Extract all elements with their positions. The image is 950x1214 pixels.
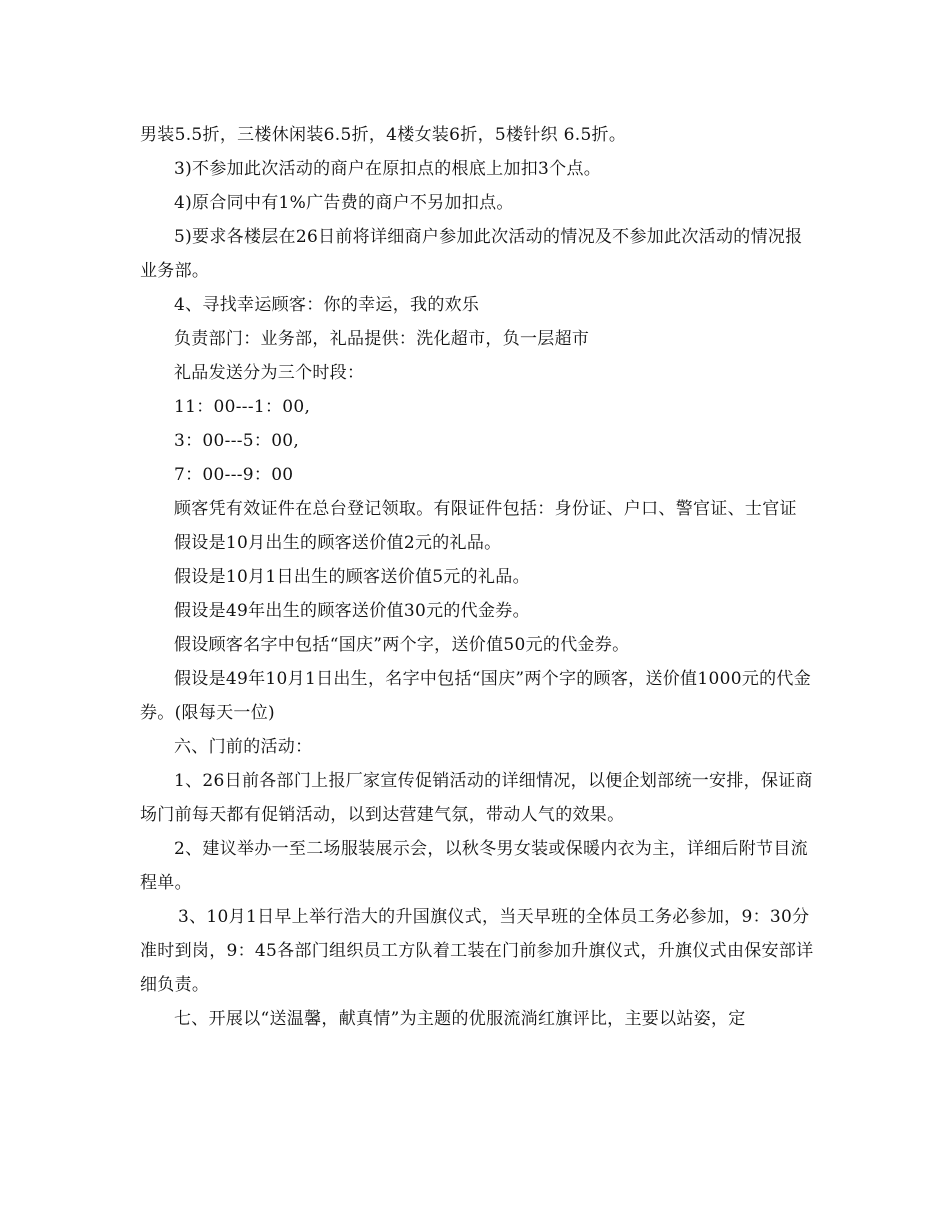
paragraph-4: 5)要求各楼层在26日前将详细商户参加此次活动的情况及不参加此次活动的情况报业务部。	[140, 227, 803, 281]
paragraph-8: 11：00---1：00,	[174, 397, 311, 417]
paragraph-14: 假设是49年出生的顾客送价值30元的代金券。	[174, 601, 530, 621]
paragraph-21: 七、开展以“送温馨，献真情”为主题的优服流淌红旗评比，主要以站姿，定	[174, 1009, 746, 1029]
paragraph-1: 男装5.5折，三楼休闲装6.5折，4楼女装6折，5楼针织 6.5折。	[140, 125, 627, 145]
paragraph-15: 假设顾客名字中包括“国庆”两个字，送价值50元的代金券。	[174, 635, 630, 655]
paragraph-12: 假设是10月出生的顾客送价值2元的礼品。	[174, 533, 502, 553]
paragraph-6: 负责部门：业务部，礼品提供：洗化超市，负一层超市	[174, 329, 590, 349]
paragraph-7: 礼品发送分为三个时段：	[174, 363, 365, 383]
paragraph-19: 2、建议举办一至二场服装展示会，以秋冬男女装或保暖内衣为主，详细后附节目流程单。	[140, 839, 808, 893]
paragraph-2: 3)不参加此次活动的商户在原扣点的根底上加扣3个点。	[174, 159, 602, 179]
paragraph-16: 假设是49年10月1日出生，名字中包括“国庆”两个字的顾客，送价值1000元的代金券。(限每天一位)	[140, 669, 812, 723]
paragraph-20: 3、10月1日早上举行浩大的升国旗仪式，当天早班的全体员工务必参加，9：30分准时到岗，9：45各部门组织员工方队着工装在门前参加升旗仪式，升旗仪式由保安部详细负责。	[140, 907, 814, 995]
paragraph-13: 假设是10月1日出生的顾客送价值5元的礼品。	[174, 567, 530, 587]
paragraph-10: 7：00---9：00	[174, 465, 294, 485]
paragraph-11: 顾客凭有效证件在总台登记领取。有限证件包括：身份证、户口、警官证、士官证	[174, 499, 797, 519]
paragraph-5: 4、寻找幸运顾客：你的幸运，我的欢乐	[174, 295, 480, 315]
paragraph-17: 六、门前的活动：	[174, 737, 313, 757]
paragraph-3: 4)原合同中有1%广告费的商户不另加扣点。	[174, 193, 514, 213]
paragraph-9: 3：00---5：00,	[174, 431, 300, 451]
paragraph-18: 1、26日前各部门上报厂家宣传促销活动的详细情况，以便企划部统一安排，保证商场门前每天都有促销活动，以到达营建气氛，带动人气的效果。	[140, 771, 813, 825]
document-body	[140, 118, 816, 1036]
